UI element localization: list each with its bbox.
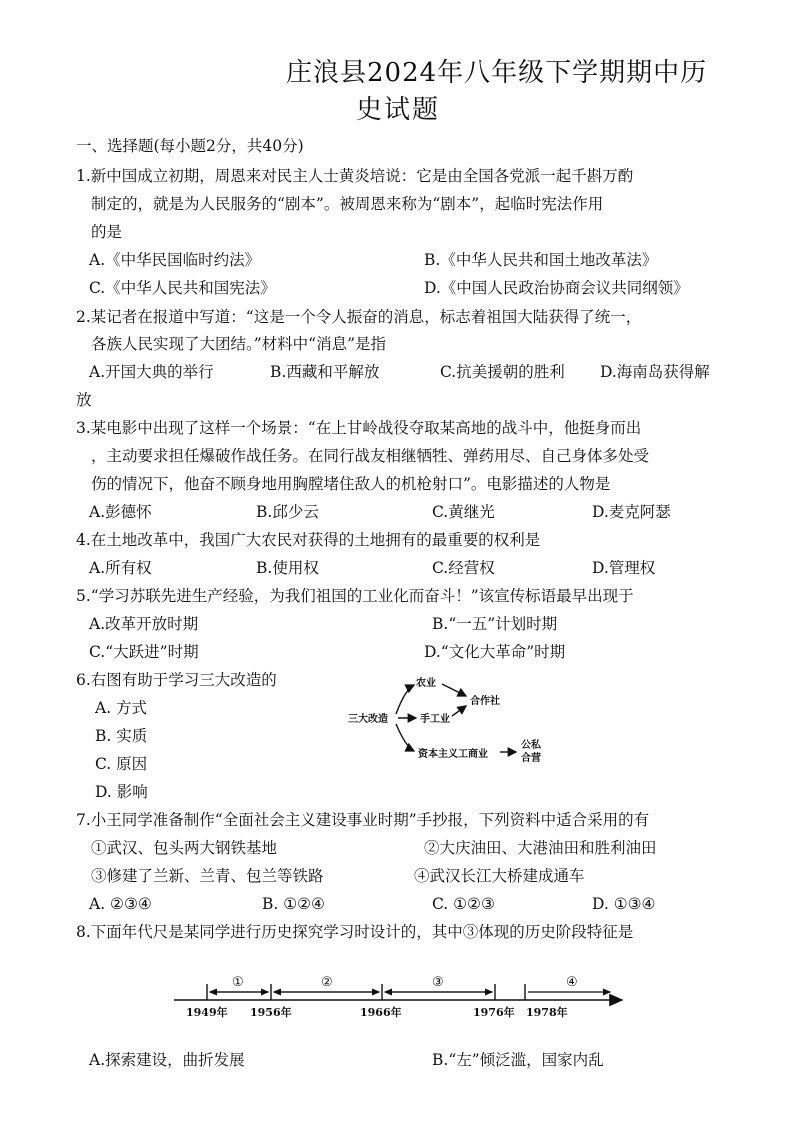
- question-4-stem: 4.在土地改革中，我国广大农民对获得的土地拥有的最重要的权利是: [76, 531, 541, 549]
- diagram-root-label: 三大改造: [348, 714, 388, 725]
- question-7-item-1: ①武汉、包头两大钢铁基地: [91, 839, 278, 857]
- question-1-option-a: A.《中华民国临时约法》: [89, 251, 261, 269]
- question-6-option-d: D. 影响: [95, 783, 148, 801]
- diagram-capital-label: 资本主义工商业: [418, 749, 488, 760]
- diagram-handicraft-label: 手工业: [420, 714, 450, 725]
- question-7-option-b: B. ①②④: [262, 895, 325, 913]
- question-3-stem-line1: 3.某电影中出现了这样一个场景：“在上甘岭战役夺取某高地的战斗中，他挺身而出: [76, 419, 642, 437]
- timeline-mark-4: ④: [566, 975, 578, 990]
- question-1-stem-line1: 1.新中国成立初期，周恩来对民主人士黄炎培说：它是由全国各党派一起千斟万酌: [76, 167, 634, 185]
- question-8-option-b: B.“左”倾泛滥，国家内乱: [432, 1051, 604, 1069]
- question-2-stem-line1: 2.某记者在报道中写道：“这是一个令人振奋的消息，标志着祖国大陆获得了统一，: [76, 308, 642, 326]
- history-timeline: [170, 966, 630, 1026]
- question-2-option-d-wrap: 放: [76, 391, 92, 409]
- question-3-option-b: B.邱少云: [256, 503, 319, 521]
- question-1-option-b: B.《中华人民共和国土地改革法》: [424, 251, 658, 269]
- diagram-arrow-agriculture: [396, 685, 414, 714]
- diagram-arrow-to-coop-2: [452, 706, 466, 716]
- question-1-stem-line3: 的是: [91, 223, 123, 241]
- question-7-item-2: ②大庆油田、大港油田和胜利油田: [424, 839, 657, 857]
- question-4-option-d: D.管理权: [592, 559, 656, 577]
- diagram-joint-label-1: 公私: [521, 740, 541, 751]
- question-4-option-b: B.使用权: [256, 559, 319, 577]
- question-2-option-d: D.海南岛获得解: [600, 363, 710, 381]
- timeline-year-1976: 1976年: [473, 1006, 515, 1019]
- question-7-item-3: ③修建了兰新、兰青、包兰等铁路: [91, 867, 324, 885]
- question-6-option-c: C. 原因: [95, 755, 148, 773]
- question-5-option-d: D.“文化大革命”时期: [424, 643, 566, 661]
- question-2-option-c: C.抗美援朝的胜利: [440, 363, 565, 381]
- diagram-coop-label: 合作社: [470, 696, 500, 707]
- question-5-option-a: A.改革开放时期: [89, 615, 199, 633]
- question-6-stem: 6.右图有助于学习三大改造的: [76, 671, 277, 689]
- timeline-mark-3: ③: [432, 975, 444, 990]
- timeline-year-1956: 1956年: [250, 1006, 292, 1019]
- question-1-option-d: D.《中国人民政治协商会议共同纲领》: [424, 279, 689, 297]
- question-4-option-c: C.经营权: [432, 559, 495, 577]
- question-7-option-d: D. ①③④: [592, 895, 656, 913]
- question-1-option-c: C.《中华人民共和国宪法》: [89, 279, 276, 297]
- question-5-option-b: B.“一五”计划时期: [432, 615, 558, 633]
- timeline-year-1978: 1978年: [526, 1006, 568, 1019]
- diagram-arrow-to-coop-1: [442, 684, 466, 696]
- exam-title-line2: 史试题: [356, 95, 441, 125]
- question-7-option-c: C. ①②③: [432, 895, 495, 913]
- diagram-joint-label-2: 合营: [521, 753, 541, 764]
- question-6-option-b: B. 实质: [95, 727, 148, 745]
- timeline-year-1949: 1949年: [186, 1006, 228, 1019]
- question-3-stem-line3: 伤的情况下，他奋不顾身地用胸膛堵住敌人的机枪射口”。电影描述的人物是: [91, 475, 611, 493]
- question-4-option-a: A.所有权: [89, 559, 152, 577]
- question-2-stem-line2: 各族人民实现了大团结。”材料中“消息”是指: [91, 335, 387, 353]
- question-6-option-a: A. 方式: [95, 699, 148, 717]
- question-5-stem: 5.“学习苏联先进生产经验，为我们祖国的工业化而奋斗！”该宣传标语最早出现于: [76, 587, 634, 605]
- question-8-stem: 8.下面年代尺是某同学进行历史探究学习时设计的，其中③体现的历史阶段特征是: [76, 923, 634, 941]
- question-3-option-a: A.彭德怀: [89, 503, 152, 521]
- question-3-option-c: C.黄继光: [432, 503, 495, 521]
- question-7-item-4: ④武汉长江大桥建成通车: [414, 867, 585, 885]
- question-7-stem: 7.小王同学准备制作“全面社会主义建设事业时期”手抄报，下列资料中适合采用的有: [76, 811, 650, 829]
- three-transformations-diagram: [340, 668, 560, 778]
- section-heading: 一、选择题(每小题2分，共40分): [76, 137, 304, 155]
- question-3-stem-line2: ，主动要求担任爆破作战任务。在同行战友相继牺牲、弹药用尽、自己身体多处受: [91, 447, 650, 465]
- timeline-mark-2: ②: [321, 975, 333, 990]
- diagram-arrow-capital: [396, 724, 414, 751]
- question-7-option-a: A. ②③④: [89, 895, 152, 913]
- question-1-stem-line2: 制定的，就是为人民服务的“剧本”。被周恩来称为“剧本”，起临时宪法作用: [91, 195, 604, 213]
- question-5-option-c: C.“大跃进”时期: [89, 643, 199, 661]
- diagram-agriculture-label: 农业: [416, 678, 436, 689]
- question-3-option-d: D.麦克阿瑟: [592, 503, 671, 521]
- question-8-option-a: A.探索建设，曲折发展: [89, 1051, 245, 1069]
- exam-title-line1: 庄浪县2024年八年级下学期期中历: [286, 58, 708, 88]
- timeline-year-1966: 1966年: [360, 1006, 402, 1019]
- question-2-option-b: B.西藏和平解放: [270, 363, 380, 381]
- question-2-option-a: A.开国大典的举行: [89, 363, 214, 381]
- timeline-mark-1: ①: [232, 975, 244, 990]
